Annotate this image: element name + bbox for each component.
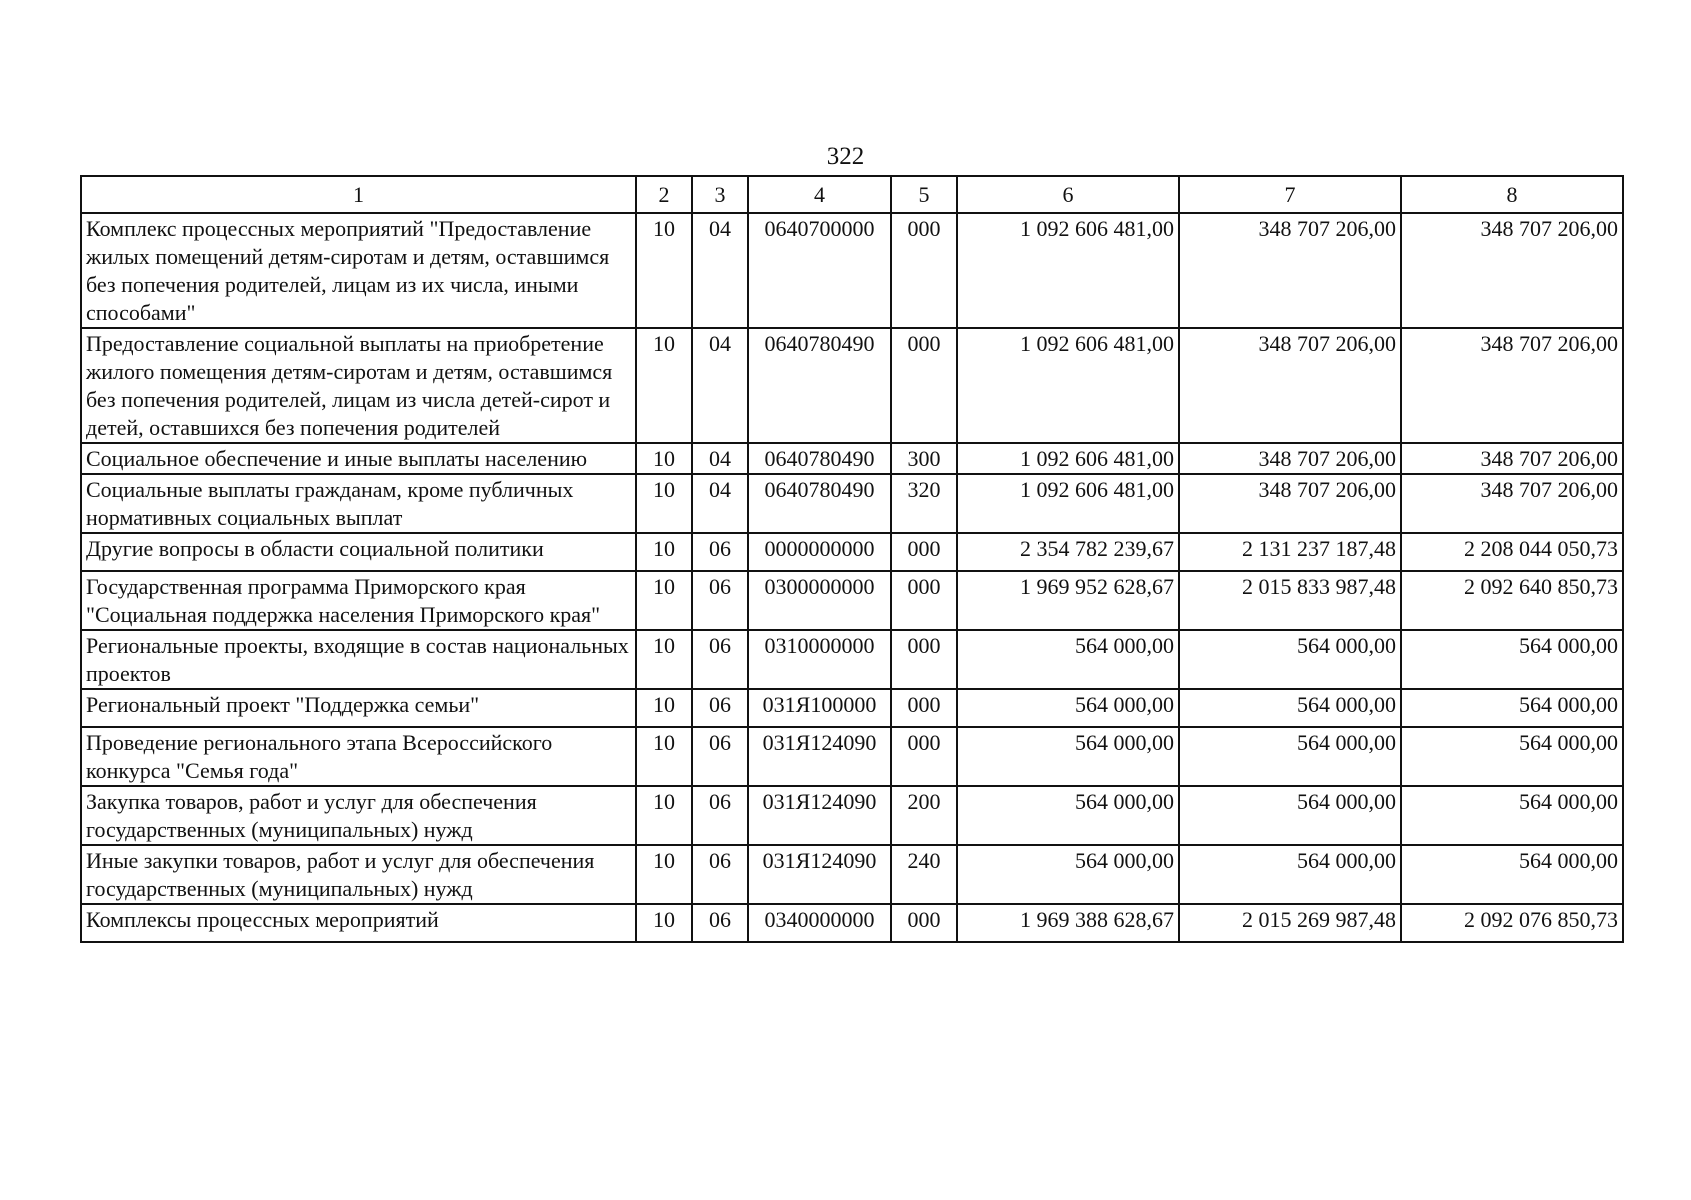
amount-col6: 2 354 782 239,67 (957, 533, 1179, 571)
expense-type-code: 000 (891, 328, 957, 443)
header-row (81, 176, 1623, 213)
expense-type-code: 240 (891, 845, 957, 904)
section-code: 10 (636, 533, 692, 571)
section-code: 10 (636, 689, 692, 727)
item-name: Региональные проекты, входящие в состав национальных проектов (81, 630, 636, 689)
table-row (81, 474, 1623, 533)
amount-col8: 348 707 206,00 (1401, 474, 1623, 533)
item-name: Проведение регионального этапа Всероссийского конкурса "Семья года" (81, 727, 636, 786)
expense-type-code: 200 (891, 786, 957, 845)
subsection-code: 06 (692, 727, 748, 786)
table-row (81, 443, 1623, 474)
expense-type-code: 000 (891, 533, 957, 571)
amount-col7: 564 000,00 (1179, 630, 1401, 689)
amount-col7: 564 000,00 (1179, 727, 1401, 786)
table-row (81, 533, 1623, 571)
expense-type-code: 000 (891, 630, 957, 689)
section-code: 10 (636, 630, 692, 689)
table-row (81, 328, 1623, 443)
item-name: Региональный проект "Поддержка семьи" (81, 689, 636, 727)
item-name: Комплекс процессных мероприятий "Предоставление жилых помещений детям-сиротам и детям, оставшимся без попечения родителей, лицам из их числа, иными способами" (81, 213, 636, 328)
subsection-code: 04 (692, 328, 748, 443)
amount-col7: 348 707 206,00 (1179, 474, 1401, 533)
expense-type-code: 000 (891, 904, 957, 942)
amount-col6: 1 969 952 628,67 (957, 571, 1179, 630)
amount-col6: 1 092 606 481,00 (957, 474, 1179, 533)
target-article-code: 031Я124090 (748, 727, 891, 786)
amount-col8: 2 208 044 050,73 (1401, 533, 1623, 571)
amount-col7: 2 015 269 987,48 (1179, 904, 1401, 942)
expense-type-code: 000 (891, 213, 957, 328)
table-row (81, 571, 1623, 630)
amount-col8: 564 000,00 (1401, 689, 1623, 727)
amount-col6: 564 000,00 (957, 630, 1179, 689)
amount-col8: 348 707 206,00 (1401, 213, 1623, 328)
column-header: 7 (1179, 176, 1401, 213)
amount-col8: 348 707 206,00 (1401, 328, 1623, 443)
target-article-code: 0000000000 (748, 533, 891, 571)
amount-col8: 2 092 076 850,73 (1401, 904, 1623, 942)
subsection-code: 06 (692, 571, 748, 630)
subsection-code: 06 (692, 904, 748, 942)
amount-col7: 348 707 206,00 (1179, 328, 1401, 443)
amount-col6: 1 092 606 481,00 (957, 443, 1179, 474)
target-article-code: 0300000000 (748, 571, 891, 630)
section-code: 10 (636, 571, 692, 630)
amount-col8: 564 000,00 (1401, 786, 1623, 845)
item-name: Социальное обеспечение и иные выплаты населению (81, 443, 636, 474)
section-code: 10 (636, 474, 692, 533)
table-row (81, 630, 1623, 689)
amount-col7: 2 131 237 187,48 (1179, 533, 1401, 571)
column-header: 2 (636, 176, 692, 213)
amount-col7: 564 000,00 (1179, 689, 1401, 727)
amount-col7: 2 015 833 987,48 (1179, 571, 1401, 630)
section-code: 10 (636, 786, 692, 845)
item-name: Государственная программа Приморского края "Социальная поддержка населения Приморского края" (81, 571, 636, 630)
item-name: Комплексы процессных мероприятий (81, 904, 636, 942)
amount-col6: 1 969 388 628,67 (957, 904, 1179, 942)
expense-type-code: 300 (891, 443, 957, 474)
section-code: 10 (636, 443, 692, 474)
column-header: 4 (748, 176, 891, 213)
subsection-code: 04 (692, 213, 748, 328)
amount-col8: 564 000,00 (1401, 630, 1623, 689)
amount-col7: 348 707 206,00 (1179, 213, 1401, 328)
target-article-code: 0340000000 (748, 904, 891, 942)
target-article-code: 0640780490 (748, 443, 891, 474)
amount-col6: 564 000,00 (957, 786, 1179, 845)
amount-col7: 564 000,00 (1179, 786, 1401, 845)
section-code: 10 (636, 845, 692, 904)
target-article-code: 031Я124090 (748, 786, 891, 845)
amount-col6: 1 092 606 481,00 (957, 213, 1179, 328)
amount-col7: 348 707 206,00 (1179, 443, 1401, 474)
amount-col8: 2 092 640 850,73 (1401, 571, 1623, 630)
table-row (81, 845, 1623, 904)
subsection-code: 06 (692, 786, 748, 845)
table-row (81, 786, 1623, 845)
amount-col8: 564 000,00 (1401, 727, 1623, 786)
table-row (81, 904, 1623, 942)
item-name: Социальные выплаты гражданам, кроме публичных нормативных социальных выплат (81, 474, 636, 533)
subsection-code: 04 (692, 443, 748, 474)
expense-type-code: 320 (891, 474, 957, 533)
subsection-code: 06 (692, 845, 748, 904)
amount-col7: 564 000,00 (1179, 845, 1401, 904)
expense-type-code: 000 (891, 571, 957, 630)
item-name: Другие вопросы в области социальной политики (81, 533, 636, 571)
item-name: Предоставление социальной выплаты на приобретение жилого помещения детям-сиротам и детям, оставшимся без попечения родителей, лицам из числа детей-сирот и детей, оставшихся без попечения родителей (81, 328, 636, 443)
subsection-code: 06 (692, 630, 748, 689)
table-row (81, 727, 1623, 786)
target-article-code: 0640780490 (748, 328, 891, 443)
expense-type-code: 000 (891, 727, 957, 786)
target-article-code: 031Я124090 (748, 845, 891, 904)
item-name: Закупка товаров, работ и услуг для обеспечения государственных (муниципальных) нужд (81, 786, 636, 845)
amount-col6: 564 000,00 (957, 845, 1179, 904)
target-article-code: 0640780490 (748, 474, 891, 533)
amount-col8: 348 707 206,00 (1401, 443, 1623, 474)
target-article-code: 031Я100000 (748, 689, 891, 727)
amount-col6: 1 092 606 481,00 (957, 328, 1179, 443)
column-header: 8 (1401, 176, 1623, 213)
table-row (81, 213, 1623, 328)
target-article-code: 0640700000 (748, 213, 891, 328)
section-code: 10 (636, 213, 692, 328)
section-code: 10 (636, 328, 692, 443)
page-number: 322 (826, 143, 865, 170)
section-code: 10 (636, 727, 692, 786)
expense-type-code: 000 (891, 689, 957, 727)
amount-col6: 564 000,00 (957, 727, 1179, 786)
table-row (81, 689, 1623, 727)
item-name: Иные закупки товаров, работ и услуг для обеспечения государственных (муниципальных) нужд (81, 845, 636, 904)
subsection-code: 06 (692, 689, 748, 727)
budget-table (80, 175, 1624, 943)
amount-col8: 564 000,00 (1401, 845, 1623, 904)
subsection-code: 04 (692, 474, 748, 533)
amount-col6: 564 000,00 (957, 689, 1179, 727)
column-header: 3 (692, 176, 748, 213)
column-header: 1 (81, 176, 636, 213)
column-header: 6 (957, 176, 1179, 213)
subsection-code: 06 (692, 533, 748, 571)
column-header: 5 (891, 176, 957, 213)
target-article-code: 0310000000 (748, 630, 891, 689)
section-code: 10 (636, 904, 692, 942)
